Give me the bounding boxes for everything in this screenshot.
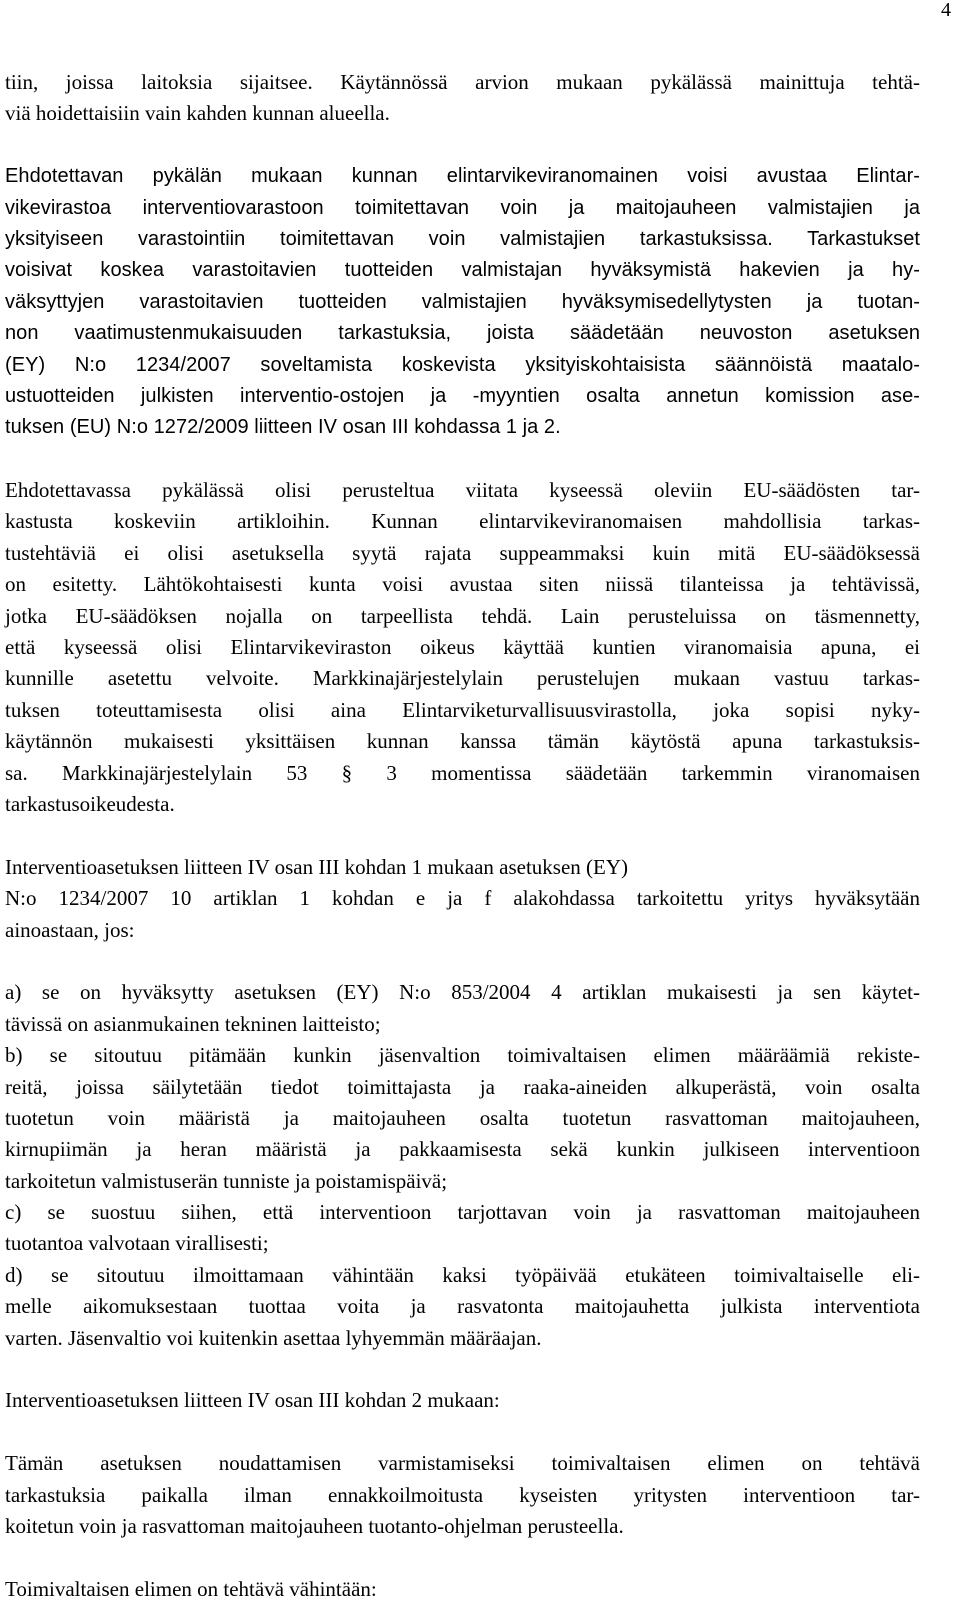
paragraph-p5	[5, 977, 920, 1354]
text-line: koitetun voin ja rasvattoman maitojauheen tuotanto-ohjelman perusteella.	[5, 1513, 624, 1538]
text-line: Interventioasetuksen liitteen IV osan III kohdan 1 mukaan asetuksen (EY)	[5, 854, 629, 879]
text-line: ainoastaan, jos:	[5, 917, 135, 942]
text-line: kastusta koskeviin artikloihin. Kunnan elintarvikeviranomaisen mahdollisia tarkas-	[5, 509, 920, 534]
text-line: tarkastusoikeudesta.	[5, 791, 175, 816]
text-line: kirnupiimän ja heran määristä ja pakkaamisesta sekä kunkin julkiseen interventioon	[5, 1137, 920, 1162]
text-line: tustehtäviä ei olisi asetuksella syytä rajata suppeammaksi kuin mitä EU-säädöksessä	[5, 540, 920, 565]
text-line: tarkoitetun valmistuserän tunniste ja poistamispäivä;	[5, 1168, 448, 1193]
text-line: kunnille asetettu velvoite. Markkinajärjestelylain perustelujen mukaan vastuu tarkas-	[5, 666, 920, 691]
text-line: d) se sitoutuu ilmoittamaan vähintään kaksi työpäivää etukäteen toimivaltaiselle eli-	[5, 1262, 920, 1287]
text-line: tuotantoa valvotaan virallisesti;	[5, 1231, 269, 1256]
text-line: b) se sitoutuu pitämään kunkin jäsenvaltion toimivaltaisen elimen määräämiä rekiste-	[5, 1043, 920, 1068]
text-line: voisivat koskea varastoitavien tuotteiden valmistajan hyväksymistä hakevien ja hy-	[5, 259, 920, 282]
text-line: (EY) N:o 1234/2007 soveltamista koskevista yksityiskohtaisista säännöistä maatalo-	[5, 353, 920, 376]
text-line: varten. Jäsenvaltio voi kuitenkin asettaa lyhyemmän määräajan.	[5, 1325, 542, 1350]
text-line: tuksen (EU) N:o 1272/2009 liitteen IV osan III kohdassa 1 ja 2.	[5, 416, 561, 439]
text-line: reitä, joissa säilytetään tiedot toimittajasta ja raaka-aineiden alkuperästä, voin osalta	[5, 1074, 920, 1099]
text-line: tiin, joissa laitoksia sijaitsee. Käytännössä arvion mukaan pykälässä mainittuja tehtä-	[5, 70, 920, 94]
paragraph-gap	[5, 946, 920, 977]
paragraph-p2	[5, 161, 920, 444]
text-line: että kyseessä olisi Elintarvikeviraston oikeus käyttää kuntien viranomaisia apuna, ei	[5, 635, 920, 660]
paragraph-gap	[5, 820, 920, 851]
text-line: c) se suostuu siihen, että interventioon tarjottavan voin ja rasvattoman maitojauheen	[5, 1200, 920, 1225]
paragraph-p3	[5, 475, 920, 820]
paragraph-gap	[5, 1542, 920, 1573]
document-body	[5, 67, 920, 1605]
text-line: jotka EU-säädöksen nojalla on tarpeellista tehdä. Lain perusteluissa on täsmennetty,	[5, 603, 920, 628]
paragraph-gap	[5, 1354, 920, 1385]
text-line: tarkastuksia paikalla ilman ennakkoilmoitusta kyseisten yritysten interventioon tar-	[5, 1482, 920, 1507]
text-line: N:o 1234/2007 10 artiklan 1 kohdan e ja f alakohdassa tarkoitettu yritys hyväksytään	[5, 886, 920, 911]
paragraph-p4	[5, 852, 920, 946]
text-line: Ehdotettavan pykälän mukaan kunnan elintarvikeviranomainen voisi avustaa Elintar-	[5, 165, 920, 188]
text-line: sa. Markkinajärjestelylain 53 § 3 momentissa säädetään tarkemmin viranomaisen	[5, 760, 920, 785]
text-line: a) se on hyväksytty asetuksen (EY) N:o 853/2004 4 artiklan mukaisesti ja sen käytet-	[5, 980, 920, 1005]
text-line: käytännön mukaisesti yksittäisen kunnan kanssa tämän käytöstä apuna tarkastuksis-	[5, 729, 920, 754]
text-line: Toimivaltaisen elimen on tehtävä vähintään:	[5, 1576, 377, 1601]
page-number: 4	[941, 0, 951, 21]
text-line: tävissä on asianmukainen tekninen laitteisto;	[5, 1011, 381, 1036]
text-line: Ehdotettavassa pykälässä olisi perusteltua viitata kyseessä oleviin EU-säädösten tar-	[5, 478, 920, 503]
text-line: vikevirastoa interventiovarastoon toimitettavan voin ja maitojauheen valmistajien ja	[5, 196, 920, 219]
paragraph-gap	[5, 1417, 920, 1448]
text-line: non vaatimustenmukaisuuden tarkastuksia, joista säädetään neuvoston asetuksen	[5, 322, 920, 345]
text-line: Tämän asetuksen noudattamisen varmistamiseksi toimivaltaisen elimen on tehtävä	[5, 1451, 920, 1476]
paragraph-p1	[5, 67, 920, 130]
text-line: viä hoidettaisiin vain kahden kunnan alueella.	[5, 101, 390, 126]
text-line: Interventioasetuksen liitteen IV osan III kohdan 2 mukaan:	[5, 1388, 500, 1413]
paragraph-p6	[5, 1385, 920, 1416]
text-line: tuotetun voin määristä ja maitojauheen osalta tuotetun rasvattoman maitojauheen,	[5, 1105, 920, 1130]
text-line: yksityiseen varastointiin toimitettavan voin valmistajien tarkastuksissa. Tarkastukset	[5, 227, 920, 250]
text-line: väksyttyjen varastoitavien tuotteiden valmistajien hyväksymisedellytysten ja tuotan-	[5, 290, 920, 313]
text-line: ustuotteiden julkisten interventio-ostojen ja -myyntien osalta annetun komission ase-	[5, 384, 920, 407]
paragraph-p7	[5, 1448, 920, 1542]
paragraph-gap	[5, 444, 920, 475]
paragraph-gap	[5, 130, 920, 161]
text-line: on esitetty. Lähtökohtaisesti kunta voisi avustaa siten niissä tilanteissa ja tehtävissä,	[5, 572, 920, 597]
text-line: tuksen toteuttamisesta olisi aina Elintarviketurvallisuusvirastolla, joka sopisi nyky-	[5, 697, 920, 722]
paragraph-p8	[5, 1574, 920, 1605]
text-line: melle aikomuksestaan tuottaa voita ja rasvatonta maitojauhetta julkista interventiota	[5, 1294, 920, 1319]
